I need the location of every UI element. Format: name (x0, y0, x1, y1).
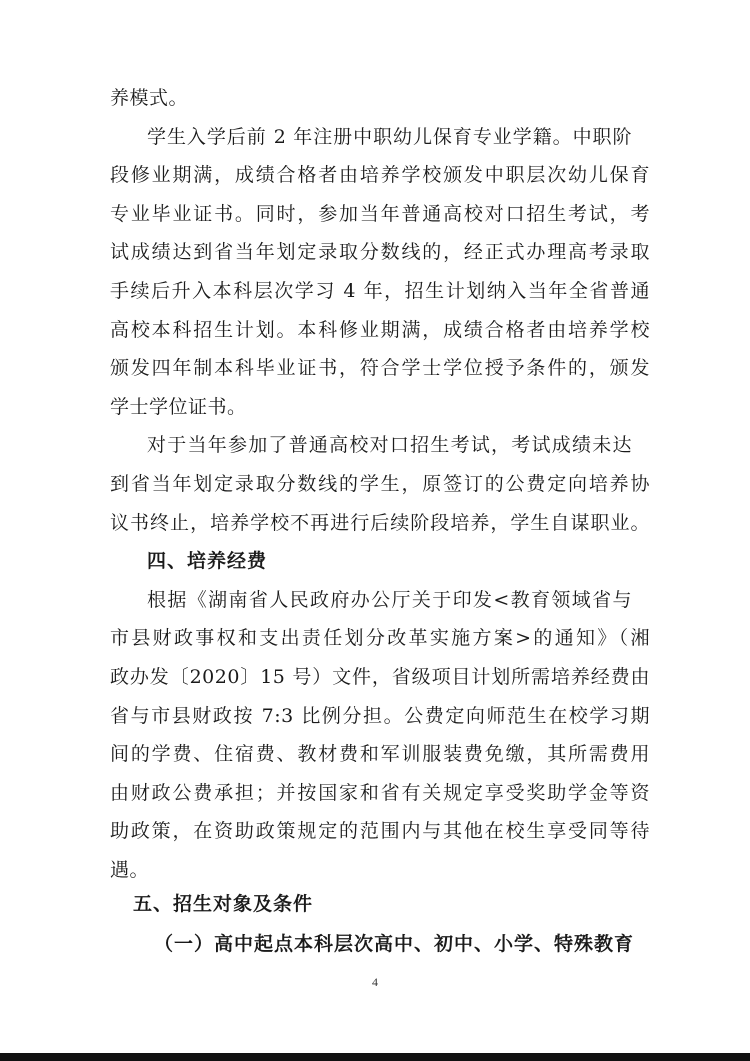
section-heading: 四、培养经费 (147, 550, 268, 572)
paragraph-line: 试成绩达到省当年划定录取分数线的，经正式办理高考录取 (110, 241, 650, 263)
paragraph-line: 助政策，在资助政策规定的范围内与其他在校生享受同等待 (110, 820, 650, 842)
page-number: 4 (372, 975, 378, 989)
paragraph-line: 由财政公费承担；并按国家和省有关规定享受奖助学金等资 (110, 782, 650, 804)
paragraph-line: 专业毕业证书。同时，参加当年普通高校对口招生考试，考 (110, 203, 650, 225)
paragraph-line: 间的学费、住宿费、教材费和军训服装费免缴，其所需费用 (110, 743, 650, 765)
paragraph-line: 政办发〔2020〕15 号）文件，省级项目计划所需培养经费由 (110, 666, 650, 688)
paragraph-line: 遇。 (110, 859, 150, 881)
paragraph-line: 高校本科招生计划。本科修业期满，成绩合格者由培养学校 (110, 319, 650, 341)
paragraph-line: 颁发四年制本科毕业证书，符合学士学位授予条件的，颁发 (110, 357, 650, 379)
paragraph-line: 对于当年参加了普通高校对口招生考试，考试成绩未达 (147, 434, 632, 456)
paragraph-line: 到省当年划定录取分数线的学生，原签订的公费定向培养协 (110, 473, 650, 495)
paragraph-line: 段修业期满，成绩合格者由培养学校颁发中职层次幼儿保育 (110, 164, 650, 186)
scan-bottom-border (0, 1053, 750, 1061)
paragraph-line: 根据《湖南省人民政府办公厅关于印发<教育领域省与 (147, 589, 632, 611)
paragraph-line: 手续后升入本科层次学习 4 年，招生计划纳入当年全省普通 (110, 280, 650, 302)
paragraph-line: 学生入学后前 2 年注册中职幼儿保育专业学籍。中职阶 (147, 126, 632, 148)
subsection-heading: （一）高中起点本科层次高中、初中、小学、特殊教育 (154, 933, 634, 955)
paragraph-line: 市县财政事权和支出责任划分改革实施方案>的通知》（湘 (110, 627, 650, 649)
paragraph-line: 省与市县财政按 7:3 比例分担。公费定向师范生在校学习期 (110, 705, 650, 727)
section-heading: 五、招生对象及条件 (133, 893, 314, 915)
paragraph-line: 议书终止，培养学校不再进行后续阶段培养，学生自谋职业。 (110, 512, 650, 534)
paragraph-line: 养模式。 (110, 87, 189, 109)
paragraph-line: 学士学位证书。 (110, 396, 247, 418)
